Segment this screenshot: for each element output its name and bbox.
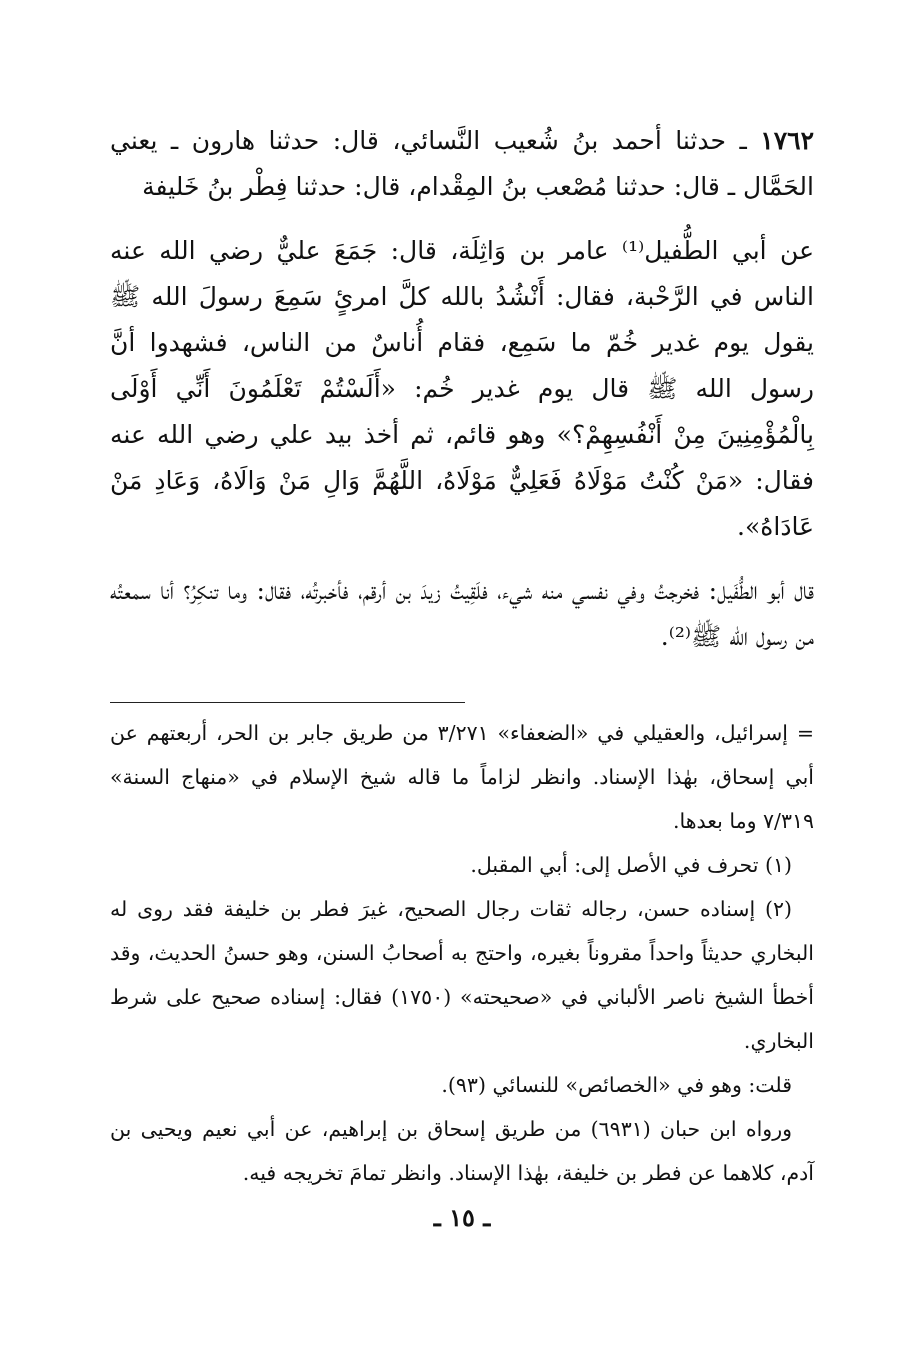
hadith-isnad-paragraph (110, 118, 814, 210)
hadith-body (110, 118, 814, 660)
footnote-2-remark: قلت: وهو في «الخصائص» للنسائي (٩٣). (441, 1073, 792, 1097)
footnote-separator (110, 702, 465, 703)
hadith-number: ١٧٦٢ (760, 126, 814, 155)
footnote-1: (١) تحرف في الأصل إلى: أبي المقبل. (470, 853, 792, 877)
footnote-2: (٢) إسناده حسن، رجاله ثقات رجال الصحيح، غيرَ فطر بن خليفة فقد روى له البخاري حديثاً واحداً مقروناً بغيره، واحتج به أصحابُ السنن، وهو حسنُ الحديث، وقد أخطأ الشيخ ناصر الألباني في «صحيحته» (١٧٥٠) فقال: إسناده صحيح على شرط البخاري. (110, 897, 814, 1053)
hadith-matn-paragraph: عن أبي الطُّفيل⁽¹⁾ عامر بن وَاثِلَة، قال: جَمَعَ عليٌّ رضي الله عنه الناس في الرَّحْبة، فقال: أَنْشُدُ بالله كلَّ امرئٍ سَمِعَ رسولَ الله ﷺ يقول يوم غدير خُمّ ما سَمِع، فقام أُناسٌ من الناس، فشهدوا أنَّ رسول الله ﷺ قال يوم غدير خُم: «أَلَسْتُمْ تَعْلَمُونَ أَنِّي أَوْلَى بِالْمُؤْمِنِينَ مِنْ أَنْفُسِهِمْ؟» وهو قائم، ثم أخذ بيد علي رضي الله عنه فقال: «مَنْ كُنْتُ مَوْلَاهُ فَعَلِيٌّ مَوْلَاهُ، اللَّهُمَّ وَالِ مَنْ وَالَاهُ، وَعَادِ مَنْ عَادَاهُ». (110, 236, 814, 541)
hadith-closing-paragraph: قال أبو الطُّفَيل: فخرجتُ وفي نفسي منه شيء، فلَقِيتُ زيدَ بن أرقم، فأخبرتُه، فقال: وما تنكِرُ؟ أنا سمعتُه من رسول الله ﷺ⁽²⁾. (110, 576, 814, 651)
hadith-isnad: ـ حدثنا أحمد بنُ شُعيب النَّسائي، قال: حدثنا هارون ـ يعني الحَمَّال ـ قال: حدثنا مُصْعب بنُ المِقْدام، قال: حدثنا فِطْر بنُ خَليفة (110, 126, 814, 201)
page-number: ـ ١٥ ـ (433, 1203, 491, 1232)
footnote-2-takhrij: ورواه ابن حبان (٦٩٣١) من طريق إسحاق بن إبراهيم، عن أبي نعيم ويحيى بن آدم، كلاهما عن فطر بن خليفة، بهٰذا الإسناد. وانظر تمامَ تخريجه فيه. (110, 1117, 814, 1185)
footnotes (110, 711, 814, 1195)
footnote-continuation: = إسرائيل، والعقيلي في «الضعفاء» ٣/٢٧١ من طريق جابر بن الحر، أربعتهم عن أبي إسحاق، بهٰذا الإسناد. وانظر لزاماً ما قاله شيخ الإسلام في «منهاج السنة» ٧/٣١٩ وما بعدها. (110, 721, 814, 833)
